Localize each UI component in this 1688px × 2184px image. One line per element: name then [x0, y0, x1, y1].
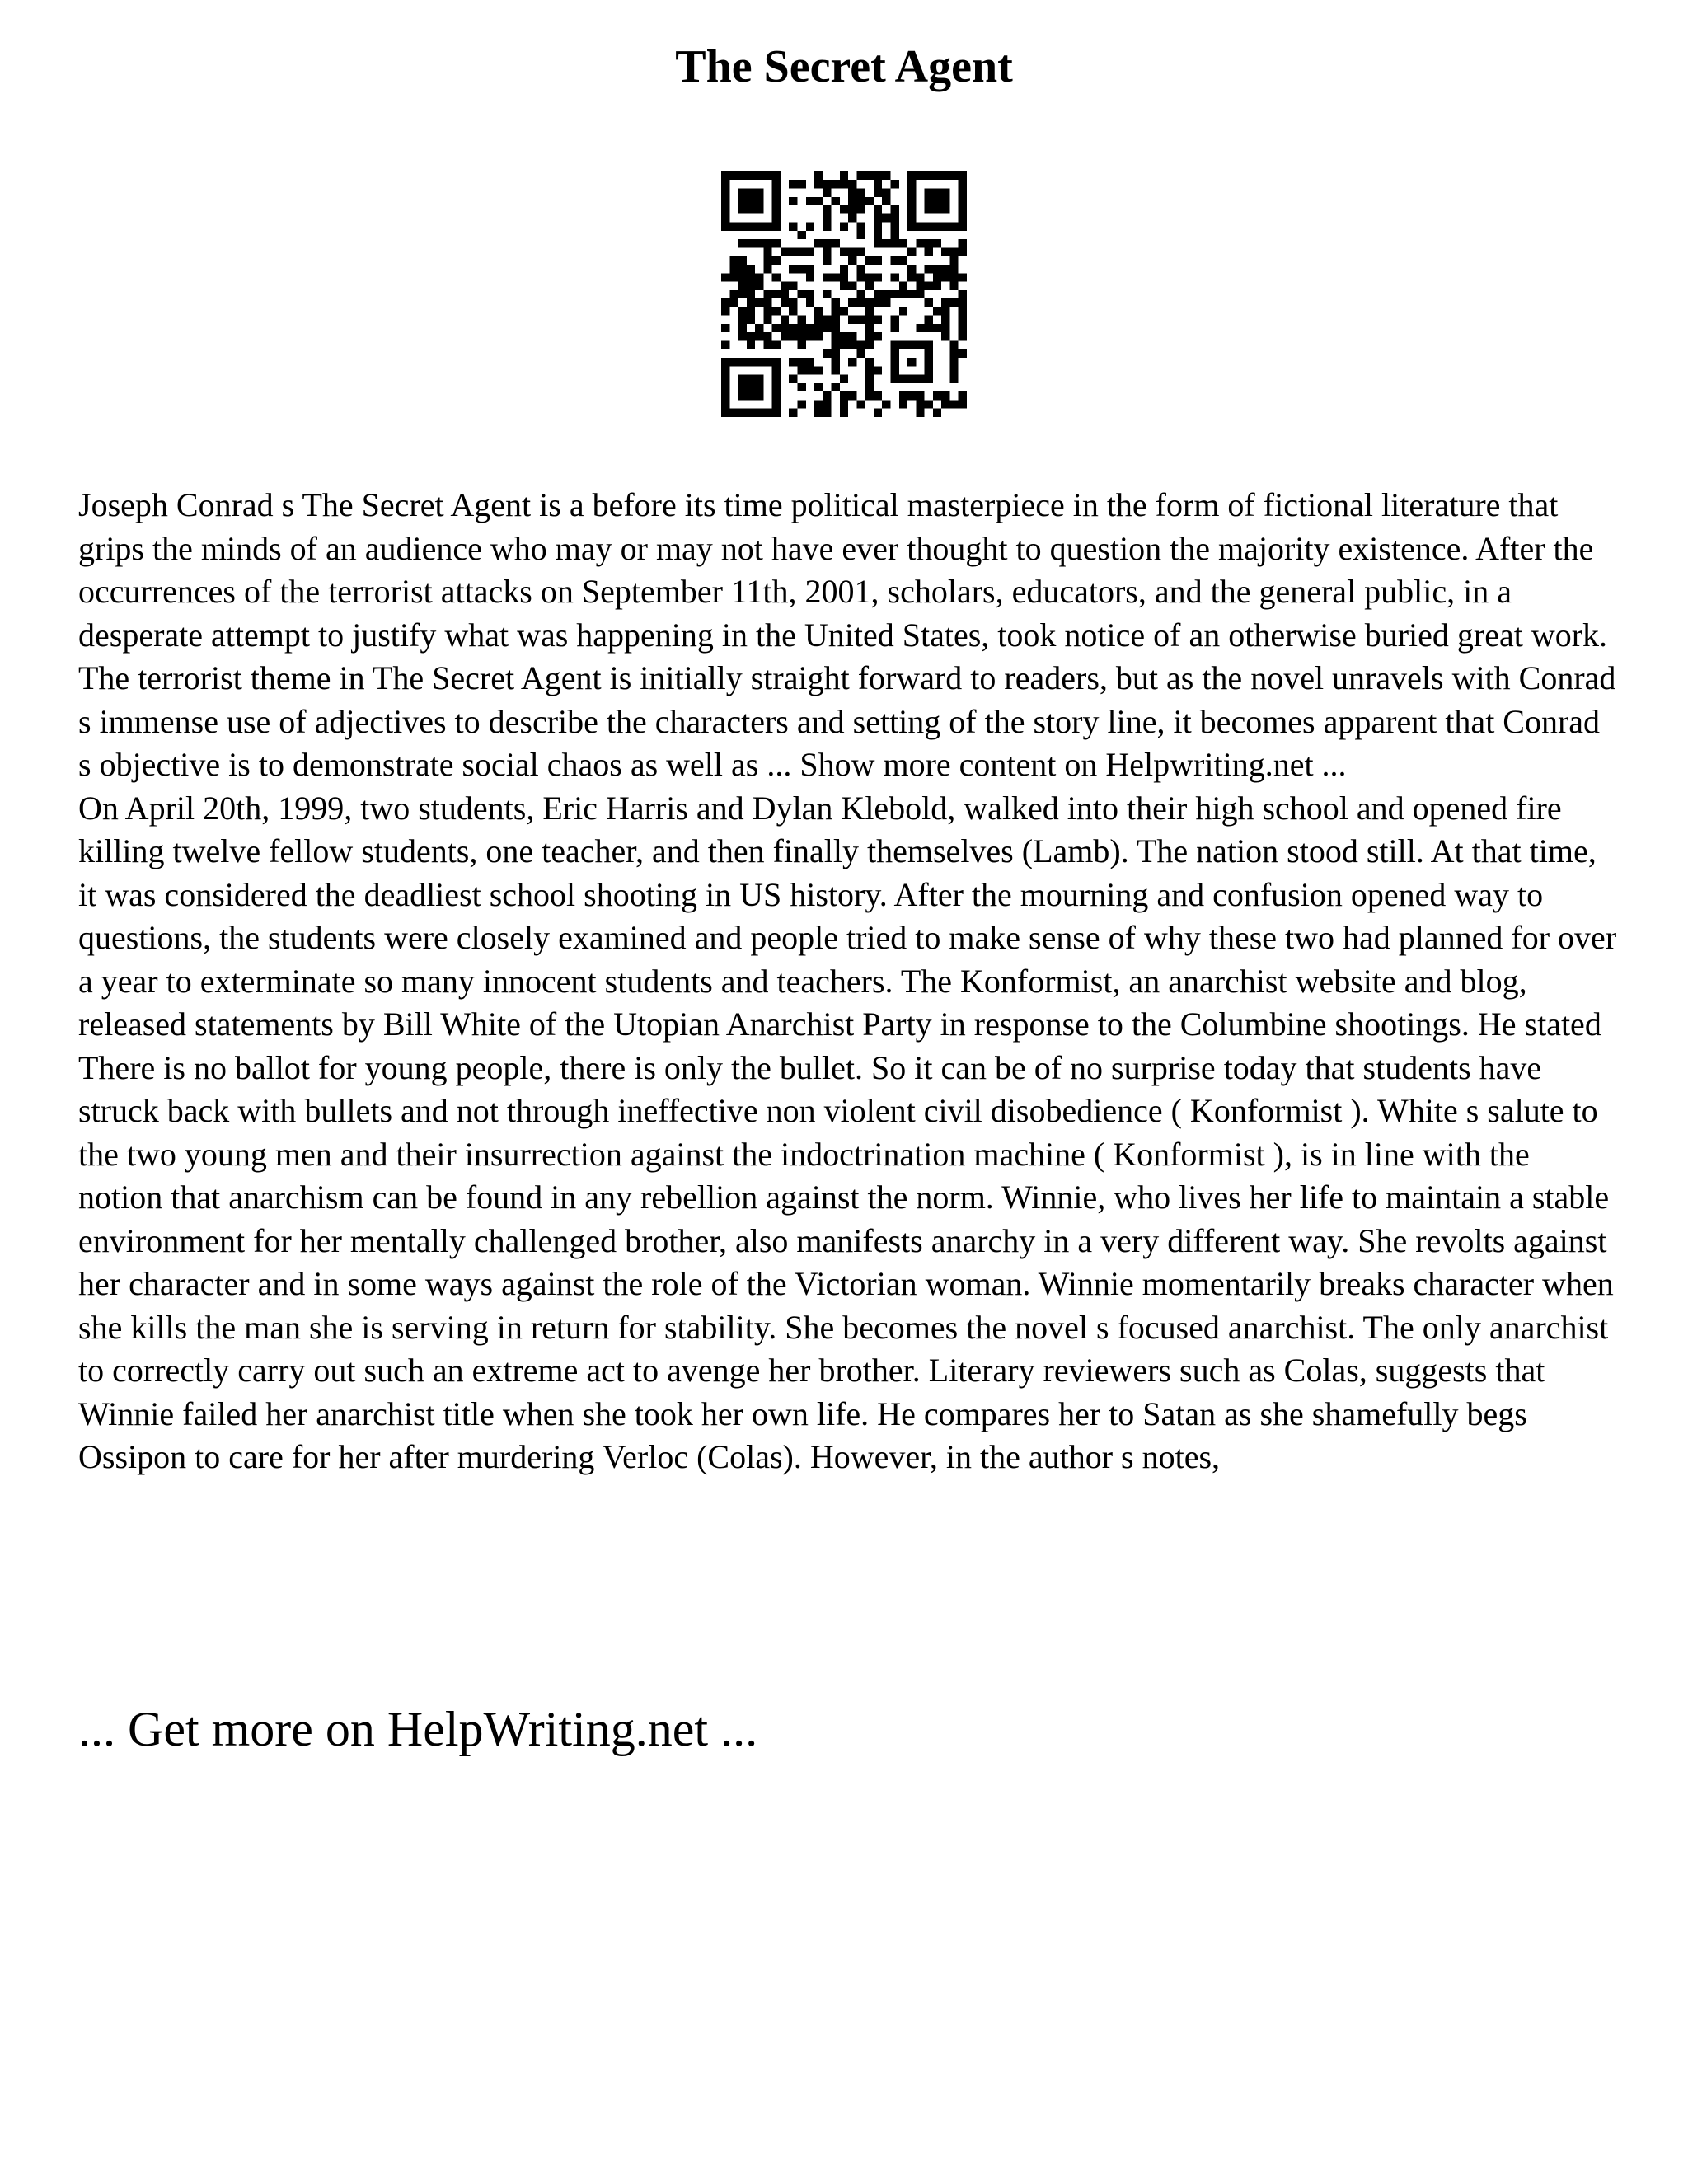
document-title: The Secret Agent [675, 41, 1013, 92]
qr-code-icon[interactable] [721, 171, 967, 417]
get-more-link[interactable]: ... Get more on HelpWriting.net ... [78, 1702, 758, 1756]
document-body [78, 484, 1620, 1479]
paragraph-intro: Joseph Conrad s The Secret Agent is a before its time political masterpiece in the form of fictional literature that grips the minds of an audience who may or may not have ever thought to question the majority existence. After the occurrences of the terrorist attacks on September 11th, 2001, scholars, educators, and the general public, in a desperate attempt to justify what was happening in the United States, took notice of an otherwise buried great work. The terrorist theme in The Secret Agent is initially straight forward to readers, but as the novel unravels with Conrad s immense use of adjectives to describe the characters and setting of the story line, it becomes apparent that Conrad s objective is to demonstrate social chaos as well as ... Show more content on Helpwriting.net ... [78, 486, 1616, 783]
paragraph-main: On April 20th, 1999, two students, Eric Harris and Dylan Klebold, walked into their high school and opened fire killing twelve fellow students, one teacher, and then finally themselves (Lamb). The nation stood still. At that time, it was considered the deadliest school shooting in US history. After the mourning and confusion opened way to questions, the students were closely examined and people tried to make sense of why these two had planned for over a year to exterminate so many innocent students and teachers. The Konformist, an anarchist website and blog, released statements by Bill White of the Utopian Anarchist Party in response to the Columbine shootings. He stated There is no ballot for young people, there is only the bullet. So it can be of no surprise today that students have struck back with bullets and not through ineffective non violent civil disobedience ( Konformist ). White s salute to the two young men and their insurrection against the indoctrination machine ( Konformist ), is in line with the notion that anarchism can be found in any rebellion against the norm. Winnie, who lives her life to maintain a stable environment for her mentally challenged brother, also manifests anarchy in a very different way. She revolts against her character and in some ways against the role of the Victorian woman. Winnie momentarily breaks character when she kills the man she is serving in return for stability. She becomes the novel s focused anarchist. The only anarchist to correctly carry out such an extreme act to avenge her brother. Literary reviewers such as Colas, suggests that Winnie failed her anarchist title when she took her own life. He compares her to Satan as she shamefully begs Ossipon to care for her after murdering Verloc (Colas). However, in the author s notes, [78, 789, 1617, 1475]
